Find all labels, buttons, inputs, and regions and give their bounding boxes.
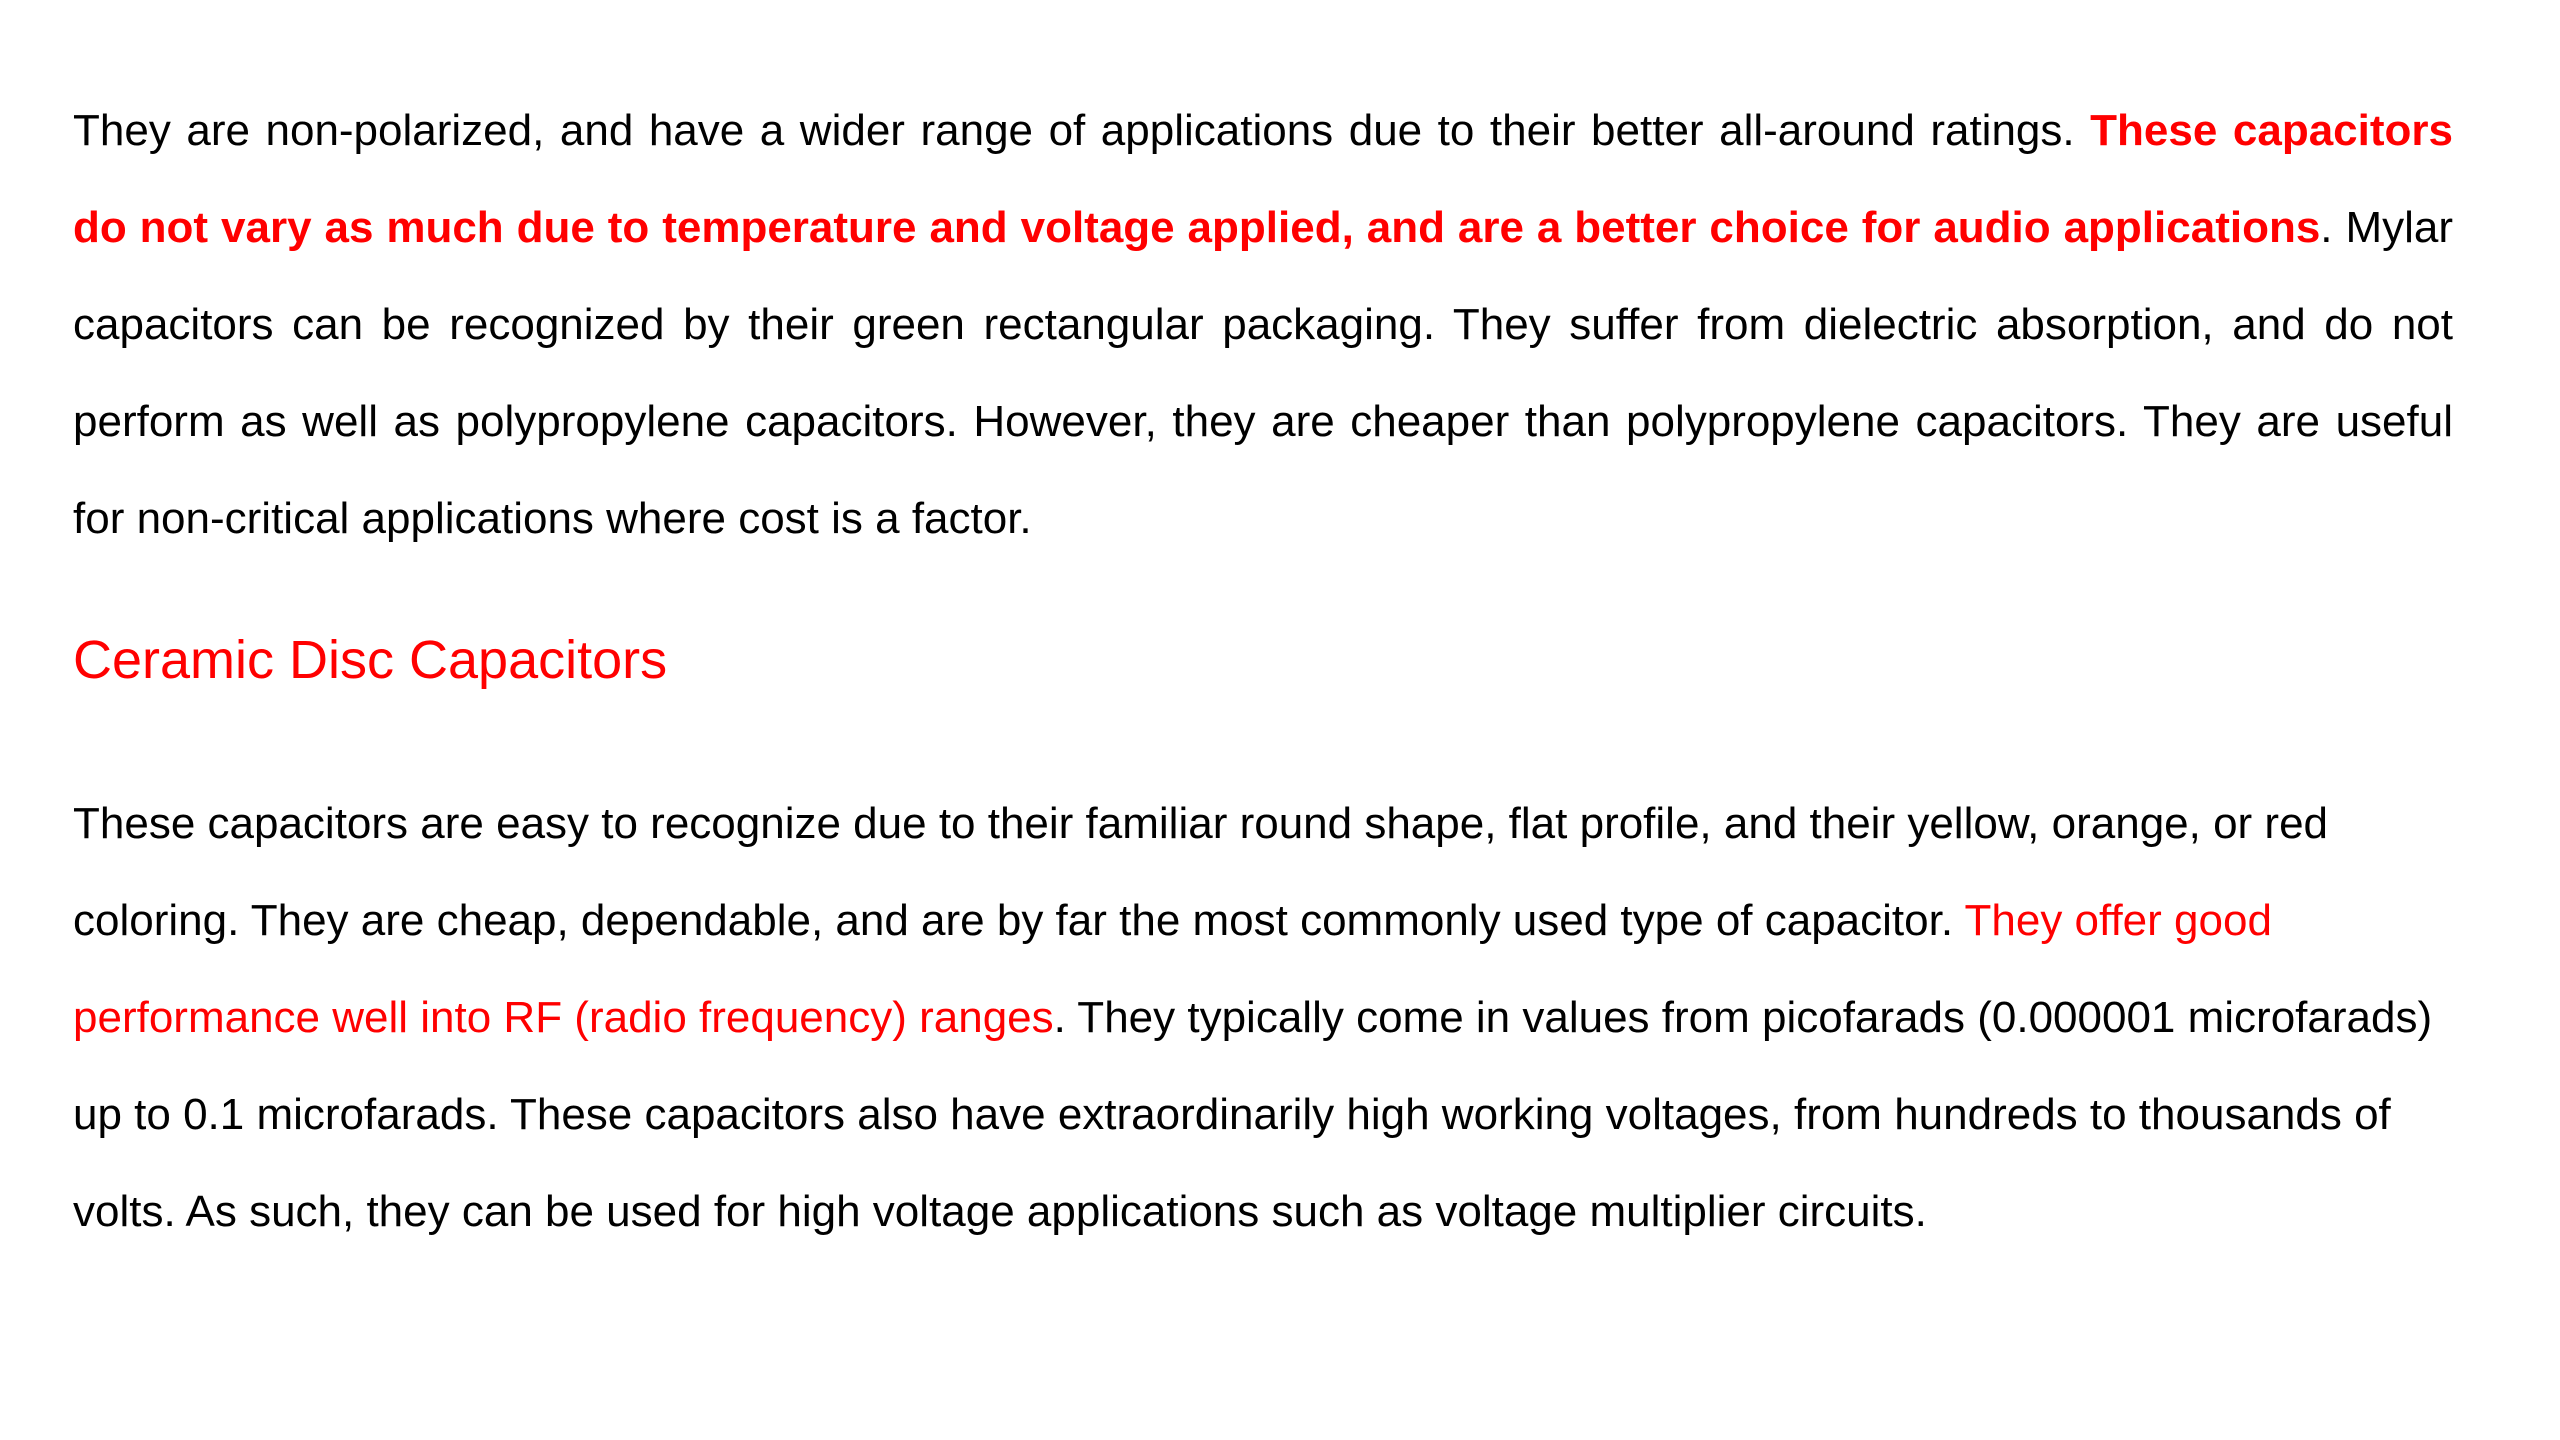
document-page [73,82,2473,1260]
mylar-capacitors-paragraph [73,82,2453,567]
highlighted-text: They offer good performance well into RF (radio frequency) ranges [73,896,2272,1042]
paragraph-text: . They typically come in values from picofarads (0.000001 microfarads) up to 0.1 microfarads. These capacitors also have extraordinarily high working voltages, from hundreds to thousands of volts. As such, they can be used for high voltage applications such as voltage multiplier circuits. [73,993,2433,1236]
highlighted-text: These capacitors do not vary as much due to temperature and voltage applied, and are a better choice for audio applications [73,106,2453,252]
ceramic-disc-paragraph [73,775,2473,1260]
paragraph-text: They are non-polarized, and have a wider range of applications due to their better all-around ratings. [73,106,2091,155]
paragraph-text: . Mylar capacitors can be recognized by their green rectangular packaging. They suffer from dielectric absorption, and do not perform as well as polypropylene capacitors. However, they are cheaper than polypropylene capacitors. They are useful for non-critical applications where cost is a factor. [73,203,2453,543]
section-heading: Ceramic Disc Capacitors [73,630,668,690]
paragraph-text: These capacitors are easy to recognize due to their familiar round shape, flat profile, and their yellow, orange, or red coloring. They are cheap, dependable, and are by far the most commonly used type of capacitor. [73,799,2329,945]
